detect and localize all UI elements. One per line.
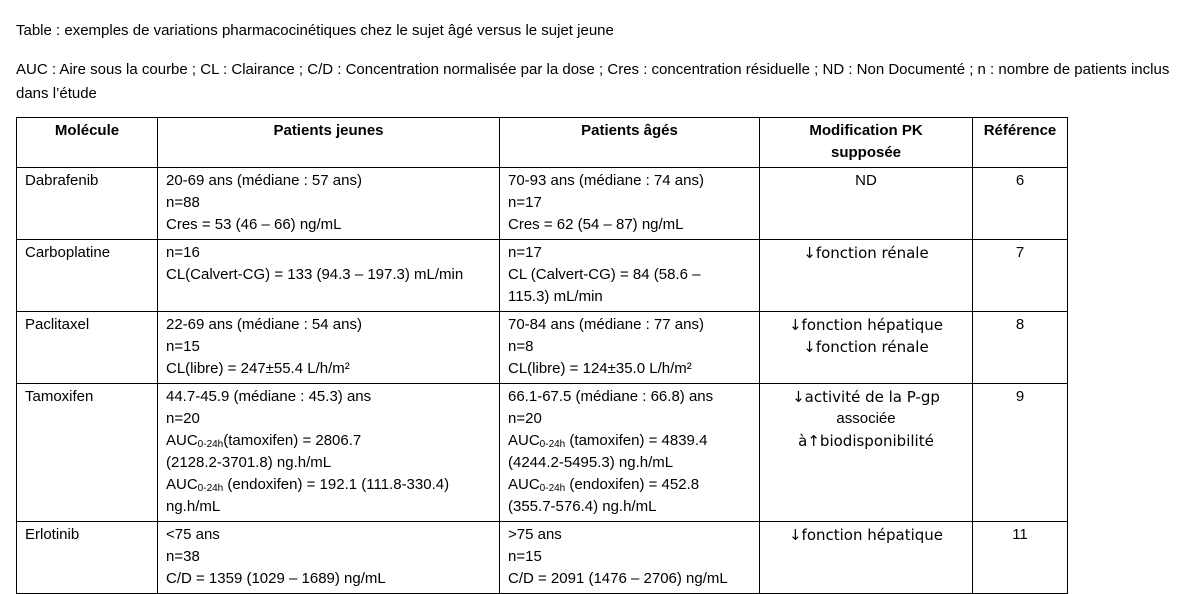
auc-subscript: 0-24h xyxy=(197,483,224,494)
cell-line-auc xyxy=(166,430,491,452)
cell-line: n=16 xyxy=(166,244,200,261)
cell-line: CL(libre) = 124±35.0 L/h/m² xyxy=(508,360,692,377)
table-header-row xyxy=(17,118,1068,168)
cell-reference: 11 xyxy=(973,522,1068,594)
cell-young-patients xyxy=(158,522,500,594)
cell-pk-modification xyxy=(760,312,973,384)
cell-old-patients xyxy=(500,384,760,522)
cell-line: 20-69 ans (médiane : 57 ans) xyxy=(166,172,362,189)
cell-line: associée xyxy=(836,410,896,427)
cell-old-patients xyxy=(500,168,760,240)
cell-old-patients xyxy=(500,312,760,384)
cell-molecule: Tamoxifen xyxy=(17,384,158,522)
auc-value: (endoxifen) = 192.1 (111.8-330.4) xyxy=(223,476,450,493)
auc-value: (tamoxifen) = 2806.7 xyxy=(223,432,362,449)
cell-reference: 8 xyxy=(973,312,1068,384)
cell-line: 66.1-67.5 (médiane : 66.8) ans xyxy=(508,388,714,405)
header-pk-line1: Modification PK xyxy=(809,122,923,139)
header-molecule: Molécule xyxy=(17,118,158,168)
cell-molecule: Erlotinib xyxy=(17,522,158,594)
table-row-dabrafenib xyxy=(17,168,1068,240)
cell-line: n=17 xyxy=(508,194,542,211)
cell-line: 70-93 ans (médiane : 74 ans) xyxy=(508,172,704,189)
auc-subscript: 0-24h xyxy=(539,483,566,494)
cell-line: n=8 xyxy=(508,338,534,355)
abbreviations-legend: AUC : Aire sous la courbe ; CL : Clairance ; C/D : Concentration normalisée par la dose ; Cres : concentration résiduelle ; ND : Non Documenté ; n : nombre de patients inclus dans l’étude xyxy=(16,61,1170,102)
table-row-erlotinib xyxy=(17,522,1068,594)
table-row-tamoxifen xyxy=(17,384,1068,522)
cell-reference: 9 xyxy=(973,384,1068,522)
cell-line: C/D = 2091 (1476 – 2706) ng/mL xyxy=(508,570,728,587)
cell-line: ↓fonction rénale xyxy=(803,244,929,262)
cell-molecule: Paclitaxel xyxy=(17,312,158,384)
cell-old-patients xyxy=(500,522,760,594)
cell-line: CL(libre) = 247±55.4 L/h/m² xyxy=(166,360,350,377)
cell-line: n=15 xyxy=(508,548,542,565)
cell-pk-modification xyxy=(760,168,973,240)
auc-subscript: 0-24h xyxy=(539,439,566,450)
auc-label: AUC xyxy=(166,432,198,449)
cell-young-patients xyxy=(158,312,500,384)
auc-value: (endoxifen) = 452.8 xyxy=(565,476,700,493)
cell-line: ↓fonction rénale xyxy=(803,338,929,356)
cell-line: 22-69 ans (médiane : 54 ans) xyxy=(166,316,362,333)
auc-label: AUC xyxy=(508,476,540,493)
cell-line-auc xyxy=(508,430,751,452)
auc-label: AUC xyxy=(508,432,540,449)
header-young-patients: Patients jeunes xyxy=(158,118,500,168)
table-row-carboplatine xyxy=(17,240,1068,312)
cell-line: ng.h/mL xyxy=(166,498,221,515)
auc-subscript: 0-24h xyxy=(197,439,224,450)
cell-line-auc xyxy=(508,474,751,496)
cell-line: CL (Calvert-CG) = 84 (58.6 – xyxy=(508,266,701,283)
cell-line: 70-84 ans (médiane : 77 ans) xyxy=(508,316,704,333)
cell-line: Cres = 53 (46 – 66) ng/mL xyxy=(166,216,342,233)
cell-line: ↓activité de la P-gp xyxy=(792,388,940,406)
cell-old-patients xyxy=(500,240,760,312)
header-pk-modification xyxy=(760,118,973,168)
cell-line: ND xyxy=(855,172,877,189)
cell-young-patients xyxy=(158,240,500,312)
cell-line: <75 ans xyxy=(166,526,220,543)
table-row-paclitaxel xyxy=(17,312,1068,384)
cell-pk-modification xyxy=(760,240,973,312)
cell-pk-modification xyxy=(760,522,973,594)
cell-line: 115.3) mL/min xyxy=(508,288,603,305)
table-caption: Table : exemples de variations pharmacocinétiques chez le sujet âgé versus le sujet jeune xyxy=(16,22,614,39)
cell-molecule: Dabrafenib xyxy=(17,168,158,240)
cell-young-patients xyxy=(158,168,500,240)
cell-line: (4244.2-5495.3) ng.h/mL xyxy=(508,454,674,471)
cell-line: C/D = 1359 (1029 – 1689) ng/mL xyxy=(166,570,386,587)
cell-line: à↑biodisponibilité xyxy=(798,432,934,450)
cell-line: n=20 xyxy=(508,410,542,427)
auc-value: (tamoxifen) = 4839.4 xyxy=(565,432,708,449)
cell-line: n=38 xyxy=(166,548,200,565)
header-reference: Référence xyxy=(973,118,1068,168)
cell-line: Cres = 62 (54 – 87) ng/mL xyxy=(508,216,684,233)
header-pk-line2: supposée xyxy=(830,144,902,161)
cell-reference: 7 xyxy=(973,240,1068,312)
cell-line: n=17 xyxy=(508,244,542,261)
cell-reference: 6 xyxy=(973,168,1068,240)
cell-line-auc xyxy=(166,474,491,496)
cell-line: >75 ans xyxy=(508,526,562,543)
cell-pk-modification xyxy=(760,384,973,522)
cell-line: 44.7-45.9 (médiane : 45.3) ans xyxy=(166,388,372,405)
cell-line: n=20 xyxy=(166,410,200,427)
cell-line: n=15 xyxy=(166,338,200,355)
cell-line: CL(Calvert-CG) = 133 (94.3 – 197.3) mL/min xyxy=(166,266,464,283)
cell-line: ↓fonction hépatique xyxy=(788,526,944,544)
cell-young-patients xyxy=(158,384,500,522)
header-old-patients: Patients âgés xyxy=(500,118,760,168)
auc-label: AUC xyxy=(166,476,198,493)
cell-line: (355.7-576.4) ng.h/mL xyxy=(508,498,657,515)
cell-line: ↓fonction hépatique xyxy=(788,316,944,334)
pk-variations-table xyxy=(16,117,1068,594)
cell-line: n=88 xyxy=(166,194,200,211)
cell-molecule: Carboplatine xyxy=(17,240,158,312)
cell-line: (2128.2-3701.8) ng.h/mL xyxy=(166,454,332,471)
